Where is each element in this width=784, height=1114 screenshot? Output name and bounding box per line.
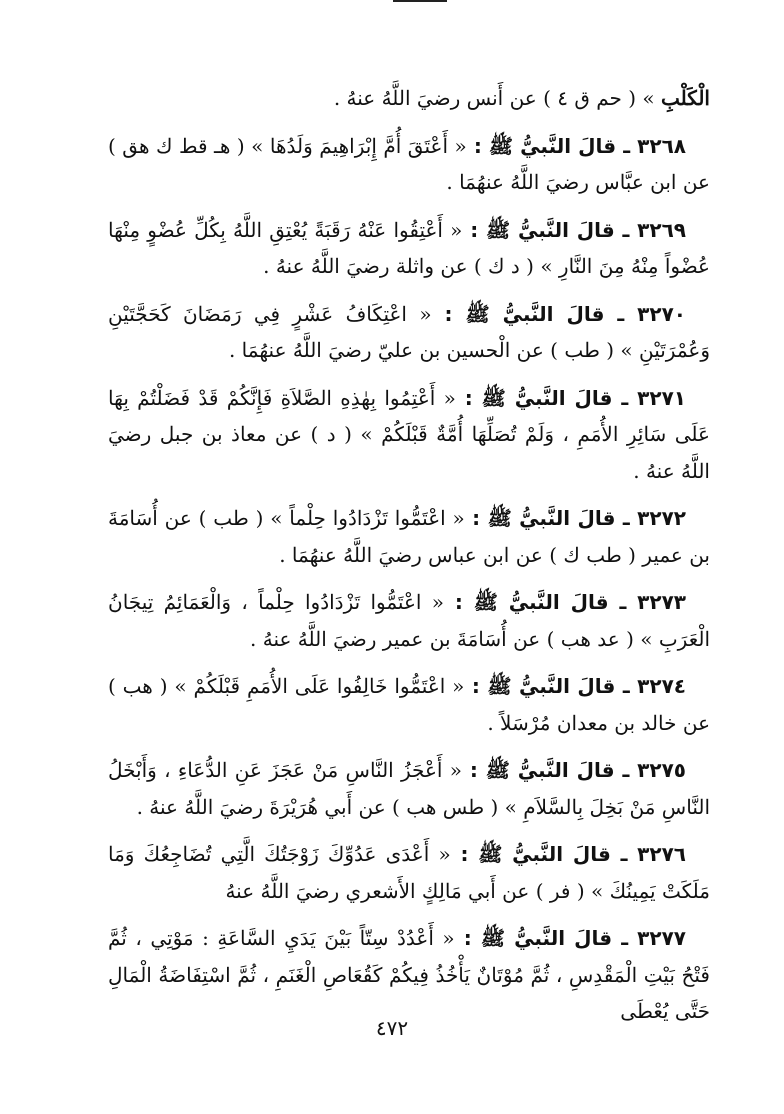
hadith-3269 <box>108 212 710 285</box>
hadith-3270 <box>108 296 710 369</box>
hadith-number: ٣٢٧٠ <box>637 301 686 326</box>
hadith-3276 <box>108 836 710 909</box>
hadith-text: « أَعْجَزُ النَّاسِ مَنْ عَجَزَ عَنِ الدُّعَاءِ ، وَأَبْخَلُ النَّاسِ مَنْ بَخِلَ بِالسَّلاَمِ » ( طس هب ) عن أَبي هُرَيْرَةَ رضيَ اللَّهُ عنهُ . <box>108 758 710 819</box>
hadith-text: « اعْتِكَافُ عَشْرٍ فِي رَمَضَانَ كَحَجَّتَيْنِ وَعُمْرَتَيْنِ » ( طب ) عن الْحسين بن عليّ رضيَ اللَّهُ عنهُمَا . <box>108 301 710 362</box>
hadith-number: ٣٢٧٢ <box>637 506 686 530</box>
hadith-3268 <box>108 128 710 201</box>
hadith-number: ٣٢٧١ <box>637 385 686 410</box>
fragment-head: الْكَلْبِ <box>661 86 710 110</box>
hadith-label: ـ قالَ النَّبيُّ ﷺ : <box>455 385 638 410</box>
hadith-label: ـ قالَ النَّبيُّ ﷺ : <box>443 590 638 614</box>
page-number: ٤٧٢ <box>375 1016 409 1040</box>
hadith-3271 <box>108 380 710 490</box>
hadith-text: « أَعْدَى عَدُوِّكَ زَوْجَتُكَ الَّتِي تُضَاجِعُكَ وَمَا مَلَكَتْ يَمِينُكَ » ( فر ) عن أَبي مَالِكٍ الأَشعري رضيَ اللَّهُ عنهُ <box>108 842 710 903</box>
hadith-text: « اعْتَمُّوا تَزْدَادُوا حِلْماً ، وَالْعَمَائِمُ تِيجَانُ الْعَرَبِ » ( عد هب ) عن أُسَامَةَ بن عمير رضيَ اللَّهُ عنهُ . <box>108 590 710 651</box>
hadith-label: ـ قالَ النَّبيُّ ﷺ : <box>464 506 638 530</box>
continued-fragment <box>108 80 710 117</box>
hadith-3274 <box>108 668 710 741</box>
hadith-number: ٣٢٧٥ <box>637 758 686 782</box>
hadith-text: « أَعْتِمُوا بِهٰذِهِ الصَّلاَةِ فَإِنَّكُمْ قَدْ فَضَلْتُمْ بِهَا عَلَى سَائِرِ الأُمَمِ ، وَلَمْ تُصَلِّهَا أُمَّةٌ قَبْلَكُمْ » ( د ) عن معاذ بن جبل رضيَ اللَّهُ عنهُ . <box>108 385 710 483</box>
hadith-label: ـ قالَ النَّبيُّ ﷺ : <box>431 301 638 326</box>
hadith-text: « اعْتَمُّوا خَالِفُوا عَلَى الأُمَمِ قَبْلَكُمْ » ( هب ) عن خالد بن معدان مُرْسَلاً . <box>108 674 710 735</box>
hadith-number: ٣٢٧٤ <box>637 674 686 698</box>
top-rule <box>393 0 447 2</box>
fragment-tail: » ( حم ق ٤ ) عن أَنس رضيَ اللَّهُ عنهُ . <box>333 86 662 110</box>
hadith-number: ٣٢٦٩ <box>637 217 686 242</box>
hadith-label: ـ قالَ النَّبيُّ ﷺ : <box>466 133 638 158</box>
hadith-label: ـ قالَ النَّبيُّ ﷺ : <box>454 926 638 950</box>
hadith-number: ٣٢٧٣ <box>637 590 686 614</box>
hadith-text: « أَعْتَقَ أُمَّ إِبْرَاهِيمَ وَلَدُهَا » ( هـ قط ك هق ) عن ابن عبَّاس رضيَ اللَّهُ عنهُمَا . <box>108 133 710 194</box>
hadith-number: ٣٢٧٧ <box>637 926 686 950</box>
hadith-text: « أَعْتِقُوا عَنْهُ رَقَبَةً يُعْتِقِ اللَّهُ بِكُلِّ عُضْوٍ مِنْهَا عُضْواً مِنْهُ مِنَ النَّارِ » ( د ك ) عن واثلة رضيَ اللَّهُ عنهُ . <box>108 217 710 278</box>
hadith-3277 <box>108 920 710 1030</box>
hadith-label: ـ قالَ النَّبيُّ ﷺ : <box>464 674 638 698</box>
hadith-label: ـ قالَ النَّبيُّ ﷺ : <box>450 842 638 866</box>
hadith-text: « اعْتَمُّوا تَزْدَادُوا حِلْماً » ( طب ) عن أُسَامَةَ بن عمير ( طب ك ) عن ابن عباس رضيَ اللَّهُ عنهُمَا . <box>108 506 710 567</box>
hadith-number: ٣٢٦٨ <box>637 133 686 158</box>
page-body <box>108 80 710 1041</box>
hadith-label: ـ قالَ النَّبيُّ ﷺ : <box>461 758 638 782</box>
hadith-text: « أَعْدُدْ سِتّاً بَيْنَ يَدَيِ السَّاعَةِ : مَوْتِي ، ثُمَّ فَتْحُ بَيْتِ الْمَقْدِسِ ، ثُمَّ مُوْتَانٌ يَأْخُذُ فِيكُمْ كَقُعَاصِ الْغَنَمِ ، ثُمَّ اسْتِفَاضَةُ الْمَالِ حَتَّى يُعْطَى <box>108 926 710 1023</box>
hadith-3272 <box>108 500 710 573</box>
hadith-3275 <box>108 752 710 825</box>
hadith-3273 <box>108 584 710 657</box>
hadith-label: ـ قالَ النَّبيُّ ﷺ : <box>462 217 638 242</box>
hadith-number: ٣٢٧٦ <box>637 842 686 866</box>
